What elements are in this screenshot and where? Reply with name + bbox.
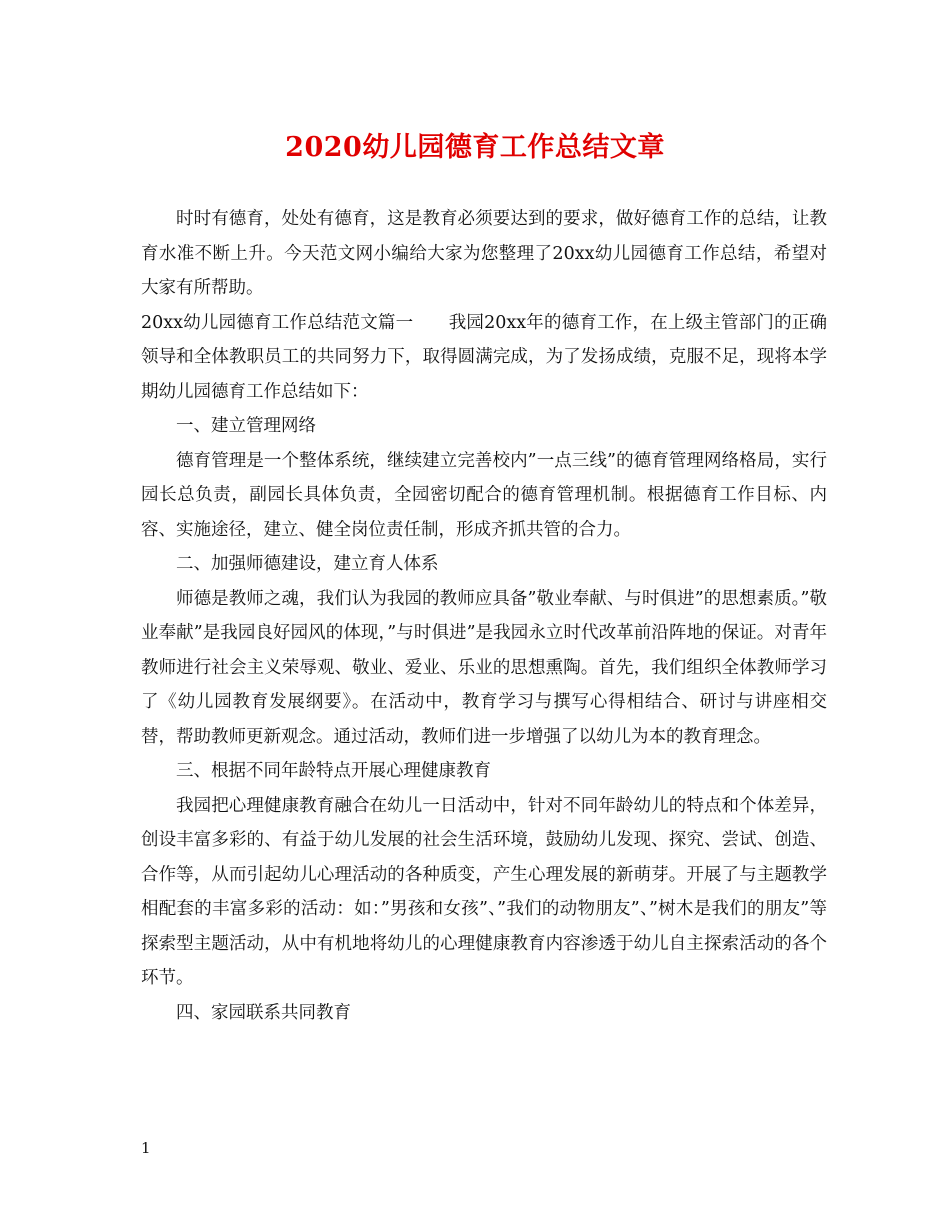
intro-paragraph: 时时有德育，处处有德育，这是教育必须要达到的要求，做好德育工作的总结，让教育水准不断上升。今天范文网小编给大家为您整理了20xx幼儿园德育工作总结，希望对大家有所帮助。 — [141, 209, 827, 298]
section-heading-2: 二、加强师德建设，建立育人体系 — [176, 554, 439, 574]
section-heading-3: 三、根据不同年龄特点开展心理健康教育 — [176, 761, 491, 781]
document-body — [141, 202, 827, 1030]
document-title: 2020幼儿园德育工作总结文章 — [285, 132, 665, 163]
section-heading-4: 四、家园联系共同教育 — [176, 1002, 351, 1023]
section-body-3: 我园把心理健康教育融合在幼儿一日活动中，针对不同年龄幼儿的特点和个体差异，创设丰富多彩的、有益于幼儿发展的社会生活环境，鼓励幼儿发现、探究、尝试、创造、合作等，从而引起幼儿心理活动的各种质变，产生心理发展的新萌芽。开展了与主题教学相配套的丰富多彩的活动：如：”男孩和女孩”、”我们的动物朋友”、”树木是我们的朋友”等探索型主题活动，从中有机地将幼儿的心理健康教育内容渗透于幼儿自主探索活动的各个环节。 — [141, 795, 827, 988]
section-heading-1: 一、建立管理网络 — [176, 416, 316, 436]
section-body-2: 师德是教师之魂，我们认为我园的教师应具备”敬业奉献、与时俱进”的思想素质。”敬业奉献”是我园良好园风的体现，”与时俱进”是我园永立时代改革前沿阵地的保证。对青年教师进行社会主义荣辱观、敬业、爱业、乐业的思想熏陶。首先，我们组织全体教师学习了《幼儿园教育发展纲要》。在活动中，教育学习与撰写心得相结合、研讨与讲座相交替，帮助教师更新观念。通过活动，教师们进一步增强了以幼儿为本的教育理念。 — [141, 588, 827, 747]
page-number: 1 — [141, 1139, 151, 1157]
section-body-1: 德育管理是一个整体系统，继续建立完善校内”一点三线”的德育管理网络格局，实行园长总负责，副园长具体负责，全园密切配合的德育管理机制。根据德育工作目标、内容、实施途径，建立、健全岗位责任制，形成齐抓共管的合力。 — [141, 450, 827, 540]
lead-paragraph: 20xx幼儿园德育工作总结范文篇一 我园20xx年的德育工作，在上级主管部门的正确领导和全体教职员工的共同努力下，取得圆满完成，为了发扬成绩，克服不足，现将本学期幼儿园德育工作总结如下： — [141, 312, 827, 402]
